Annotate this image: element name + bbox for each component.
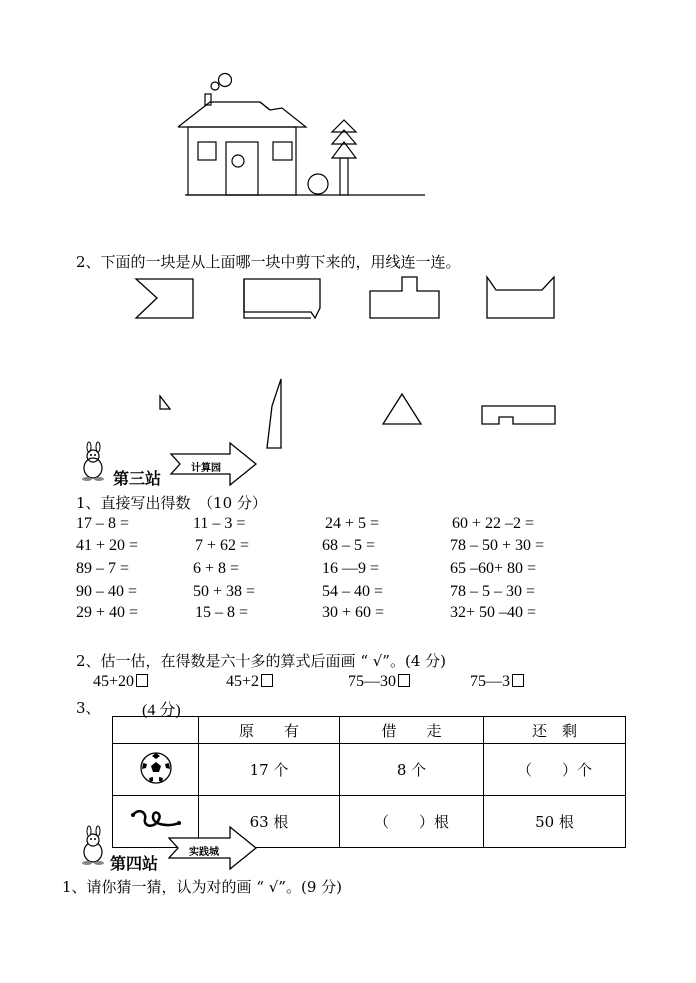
estimate-item: 75—30 xyxy=(348,673,410,691)
piece-notched-bar xyxy=(481,405,557,427)
calc-item: 50 + 38 = xyxy=(193,583,256,600)
estimate-item: 75—3 xyxy=(470,673,524,691)
table-cell: 50 根 xyxy=(484,796,626,848)
answer-box[interactable] xyxy=(136,674,148,687)
piece-small-triangle xyxy=(158,395,172,411)
rabbit-icon xyxy=(76,444,110,482)
calc-item: 60 + 22 –2 = xyxy=(452,515,535,532)
calc-item: 6 + 8 = xyxy=(193,560,240,577)
house-scene-drawing xyxy=(170,70,430,200)
calc-item: 16 —9 = xyxy=(322,560,380,577)
piece-triangle xyxy=(381,393,423,427)
station3-tag: 计算园 xyxy=(191,463,221,474)
soccer-ball-icon xyxy=(113,744,199,796)
rabbit-icon xyxy=(76,828,110,866)
header-original: 原 有 xyxy=(199,717,340,744)
table-cell[interactable]: （ ）根 xyxy=(340,796,484,848)
q3-score: (4 分) xyxy=(142,702,181,719)
calc-item: 78 – 5 – 30 = xyxy=(450,583,536,600)
table-cell: 8 个 xyxy=(340,744,484,796)
calc-item: 17 – 8 = xyxy=(76,515,130,532)
table-cell: 63 根 xyxy=(199,796,340,848)
station4-title: 第四站 xyxy=(110,851,158,874)
calc-item: 24 + 5 = xyxy=(325,515,380,532)
guess-instruction: 1、请你猜一猜，认为对的画 “ √”。(9 分) xyxy=(62,878,342,896)
q2-instruction: 2、下面的一块是从上面哪一块中剪下来的，用线连一连。 xyxy=(76,253,461,271)
table-cell[interactable]: （ ）个 xyxy=(484,744,626,796)
calc-item: 90 – 40 = xyxy=(76,583,138,600)
shape-tab-rect xyxy=(369,276,441,320)
answer-box[interactable] xyxy=(261,674,273,687)
calc-item: 54 – 40 = xyxy=(322,583,384,600)
answer-box[interactable] xyxy=(398,674,410,687)
calc-item: 30 + 60 = xyxy=(322,604,385,621)
calc-item: 68 – 5 = xyxy=(322,537,376,554)
q3-label: 3、 xyxy=(76,699,101,717)
answer-box[interactable] xyxy=(512,674,524,687)
calc-item: 29 + 40 = xyxy=(76,604,139,621)
shape-notched-top-rect xyxy=(486,276,556,320)
calc-item: 41 + 20 = xyxy=(76,537,139,554)
calc-item: 11 – 3 = xyxy=(193,515,246,532)
calc-item: 15 – 8 = xyxy=(195,604,249,621)
calc-item: 32+ 50 –40 = xyxy=(450,604,537,621)
header-borrowed: 借 走 xyxy=(340,717,484,744)
calc-item: 65 –60+ 80 = xyxy=(450,560,537,577)
calc-item: 78 – 50 + 30 = xyxy=(450,537,545,554)
estimate-item: 45+20 xyxy=(93,673,148,691)
shape-corner-cut-rect xyxy=(243,278,323,320)
calc-item: 89 – 7 = xyxy=(76,560,130,577)
calc-item: 7 + 62 = xyxy=(195,537,250,554)
table-cell: 17 个 xyxy=(199,744,340,796)
station4-tag: 实践城 xyxy=(189,847,219,858)
shape-notched-rect xyxy=(135,278,195,320)
piece-tall-sliver xyxy=(264,378,284,450)
table-corner-cell xyxy=(113,717,199,744)
header-remaining: 还 剩 xyxy=(484,717,626,744)
estimate-item: 45+2 xyxy=(226,673,273,691)
station3-title: 第三站 xyxy=(113,469,162,488)
estimate-instruction: 2、估一估，在得数是六十多的算式后面画 “ √”。(4 分) xyxy=(76,652,446,670)
calc-instruction: 1、直接写出得数 （10 分） xyxy=(76,494,267,512)
